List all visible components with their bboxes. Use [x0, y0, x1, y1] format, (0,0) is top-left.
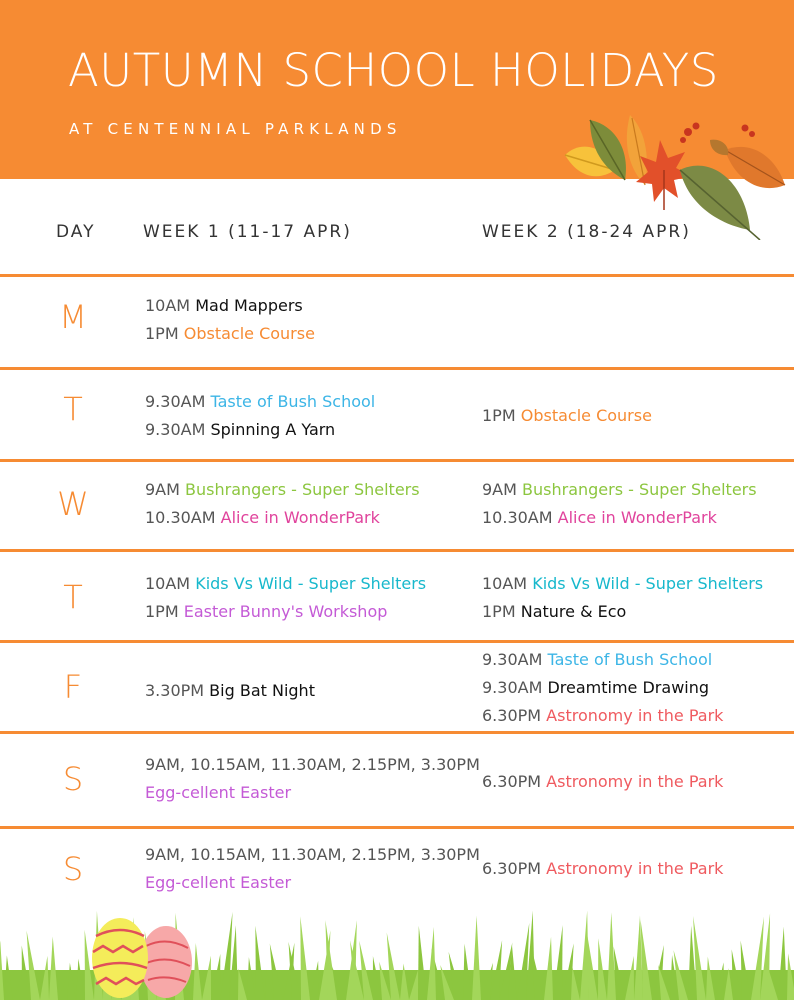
autumn-leaves-icon	[560, 110, 794, 240]
list-item: 6.30PM Astronomy in the Park	[482, 772, 724, 791]
list-item: 9.30AM Dreamtime Drawing	[482, 678, 710, 697]
list-item: 10AM Kids Vs Wild - Super Shelters	[482, 574, 764, 593]
list-item: 1PM Obstacle Course	[145, 324, 315, 343]
list-item: 9AM, 10.15AM, 11.30AM, 2.15PM, 3.30PM	[145, 845, 480, 864]
list-item: 6.30PM Astronomy in the Park	[482, 706, 724, 725]
day-letter-wednesday: W	[57, 485, 89, 523]
list-item: 10AM Kids Vs Wild - Super Shelters	[145, 574, 427, 593]
schedule-cell-week2	[482, 476, 757, 532]
list-item: 1PM Obstacle Course	[482, 406, 652, 425]
list-item: Egg-cellent Easter	[145, 783, 292, 802]
day-letter-sunday: S	[62, 850, 84, 888]
schedule-cell-week2	[482, 646, 723, 730]
column-header-week1: WEEK 1 (11-17 APR)	[143, 222, 352, 242]
list-item: 9.30AM Taste of Bush School	[482, 650, 713, 669]
row-divider	[0, 731, 794, 734]
column-header-week2: WEEK 2 (18-24 APR)	[482, 222, 691, 242]
list-item: 6.30PM Astronomy in the Park	[482, 859, 724, 878]
list-item: Egg-cellent Easter	[145, 873, 292, 892]
row-divider	[0, 549, 794, 552]
schedule-cell-week2	[482, 570, 763, 626]
day-letter-monday: M	[59, 298, 87, 336]
day-letter-thursday: T	[63, 578, 83, 616]
row-divider	[0, 640, 794, 643]
list-item: 9AM Bushrangers - Super Shelters	[145, 480, 420, 499]
row-divider	[0, 274, 794, 277]
schedule-cell-week1	[145, 292, 315, 348]
schedule-cell-week1	[145, 751, 480, 807]
column-header-day: DAY	[56, 222, 96, 242]
schedule-cell-week1	[145, 476, 420, 532]
list-item: 1PM Easter Bunny's Workshop	[145, 602, 388, 621]
row-divider	[0, 459, 794, 462]
row-divider	[0, 367, 794, 370]
schedule-cell-week2	[482, 402, 652, 430]
list-item: 10AM Mad Mappers	[145, 296, 303, 315]
row-divider	[0, 826, 794, 829]
list-item: 9AM Bushrangers - Super Shelters	[482, 480, 757, 499]
schedule-cell-week2	[482, 768, 723, 796]
page-title: AUTUMN SCHOOL HOLIDAYS	[68, 44, 719, 97]
list-item: 9.30AM Taste of Bush School	[145, 392, 376, 411]
schedule-cell-week1	[145, 570, 426, 626]
page-subtitle: AT CENTENNIAL PARKLANDS	[69, 120, 402, 138]
day-letter-friday: F	[63, 668, 83, 706]
easter-eggs-icon	[88, 906, 198, 1000]
schedule-cell-week1	[145, 841, 480, 897]
list-item: 9AM, 10.15AM, 11.30AM, 2.15PM, 3.30PM	[145, 755, 480, 774]
day-letter-tuesday: T	[63, 390, 83, 428]
list-item: 1PM Nature & Eco	[482, 602, 627, 621]
schedule-cell-week1	[145, 677, 315, 705]
schedule-cell-week2	[482, 855, 723, 883]
day-letter-saturday: S	[62, 760, 84, 798]
list-item: 10.30AM Alice in WonderPark	[145, 508, 380, 527]
schedule-cell-week1	[145, 388, 375, 444]
list-item: 3.30PM Big Bat Night	[145, 681, 315, 700]
list-item: 10.30AM Alice in WonderPark	[482, 508, 717, 527]
list-item: 9.30AM Spinning A Yarn	[145, 420, 336, 439]
